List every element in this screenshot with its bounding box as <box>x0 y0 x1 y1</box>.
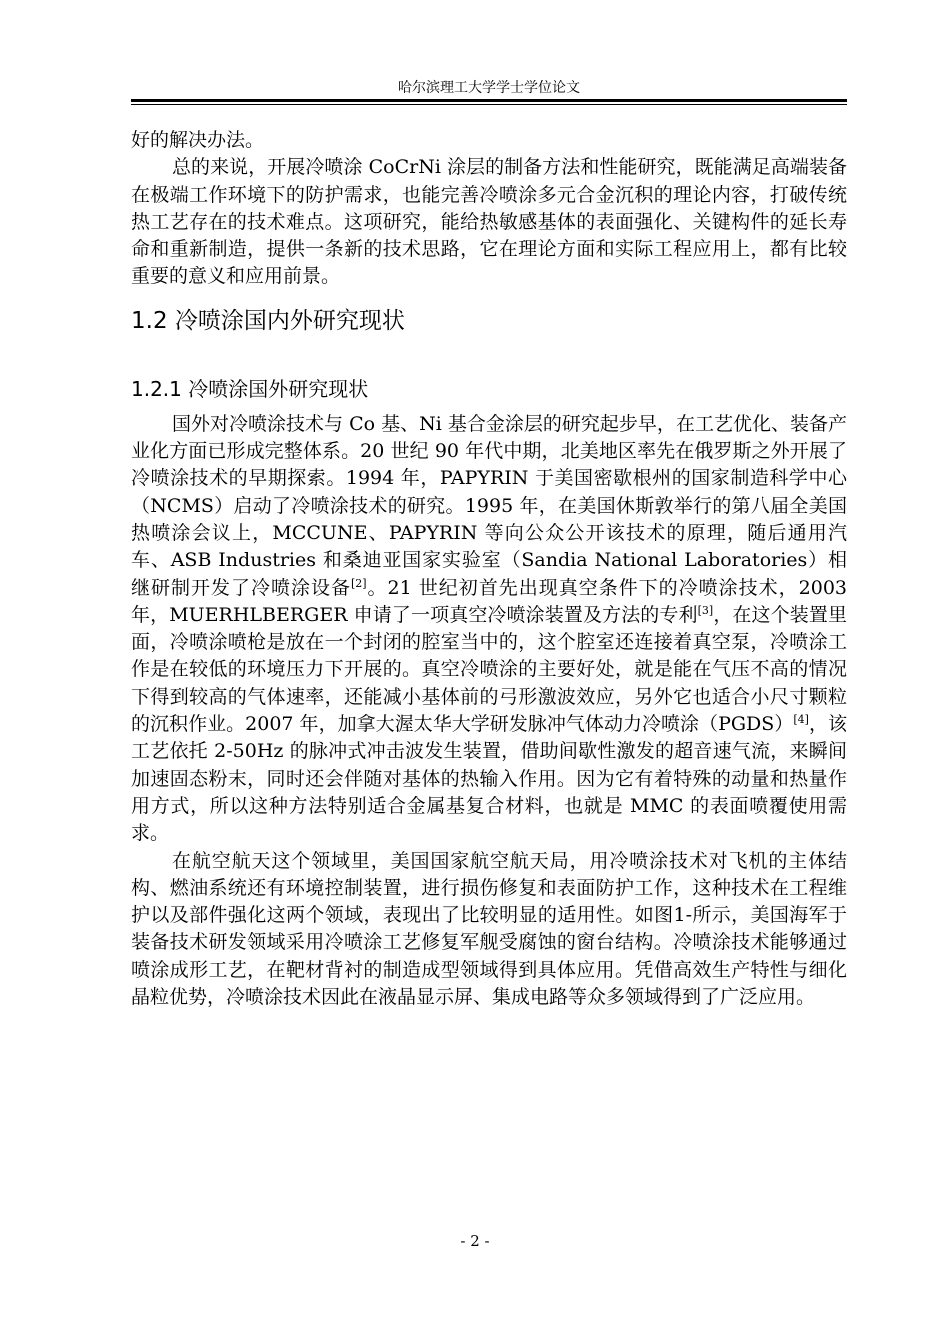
paragraph-text: 。21 世纪初首先出现真空条件下的冷喷涂技术，2003 年，MUERHLBERGER 申请了一项真空冷喷涂装置及方法的专利 <box>131 576 847 626</box>
paragraph-aerospace: 在航空航天这个领域里，美国国家航空航天局，用冷喷涂技术对飞机的主体结构、燃油系统还有环境控制装置，进行损伤修复和表面防护工作，这种技术在工程维护以及部件强化这两个领域，表现出了比较明显的适用性。如图1-所示，美国海军于装备技术研发领域采用冷喷涂工艺修复军舰受腐蚀的窗台结构。冷喷涂技术能够通过喷涂成形工艺，在靶材背衬的制造成型领域得到具体应用。凭借高效生产特性与细化晶粒优势，冷喷涂技术因此在液晶显示屏、集成电路等众多领域得到了广泛应用。 <box>131 849 847 1009</box>
paragraph-text: ，在这个装置里面，冷喷涂喷枪是放在一个封闭的腔室当中的，这个腔室还连接着真空泵，冷喷涂工作是在较低的环境压力下开展的。真空冷喷涂的主要好处，就是能在气压不高的情况下得到较高的气体速率，还能减小基体前的弓形激波效应，另外它也适合小尺寸颗粒的沉积作业。2007 年，加拿大渥太华大学研发脉冲气体动力冷喷涂（PGDS） <box>131 603 847 736</box>
header-rule-thick <box>131 99 847 102</box>
running-header: 哈尔滨理工大学学士学位论文 <box>398 80 580 96</box>
citation-ref: [2] <box>350 576 367 590</box>
paragraph-continued: 好的解决办法。 <box>131 129 265 151</box>
citation-ref: [4] <box>793 713 809 727</box>
header-rule-thin <box>131 104 847 105</box>
paragraph-text: ，该工艺依托 2-50Hz 的脉冲式冲击波发生装置，借助间歇性激发的超音速气流，来瞬间加速固态粉末，同时还会伴随对基体的热输入作用。因为它有着特殊的动量和热量作用方式，所以这种方法特别适合金属基复合材料，也就是 MMC 的表面喷覆使用需求。 <box>131 713 847 845</box>
subsection-heading: 1.2.1 冷喷涂国外研究现状 <box>131 376 369 401</box>
document-body <box>131 127 847 1011</box>
paragraph-summary: 总的来说，开展冷喷涂 CoCrNi 涂层的制备方法和性能研究，既能满足高端装备在极端工作环境下的防护需求，也能完善冷喷涂多元合金沉积的理论内容，打破传统热工艺存在的技术难点。这项研究，能给热敏感基体的表面强化、关键构件的延长寿命和重新制造，提供一条新的技术思路，它在理论方面和实际工程应用上，都有比较重要的意义和应用前景。 <box>131 156 847 288</box>
paragraph-text: 国外对冷喷涂技术与 Co 基、Ni 基合金涂层的研究起步早，在工艺优化、装备产业化方面已形成完整体系。20 世纪 90 年代中期，北美地区率先在俄罗斯之外开展了冷喷涂技术的早期探索。1994 年，PAPYRIN 于美国密歇根州的国家制造科学中心（NCMS）启动了冷喷涂技术的研究。1995 年，在美国休斯敦举行的第八届全美国热喷涂会议上，MCCUNE、PAPYRIN 等向公众公开该技术的原理，随后通用汽车、ASB Industries 和桑迪亚国家实验室（Sandia National Laboratories）相继研制开发了冷喷涂设备 <box>131 412 847 599</box>
citation-ref: [3] <box>697 603 714 617</box>
section-heading: 1.2 冷喷涂国内外研究现状 <box>131 307 405 334</box>
paragraph-foreign-research <box>131 411 847 848</box>
page-number: - 2 - <box>460 1232 490 1250</box>
